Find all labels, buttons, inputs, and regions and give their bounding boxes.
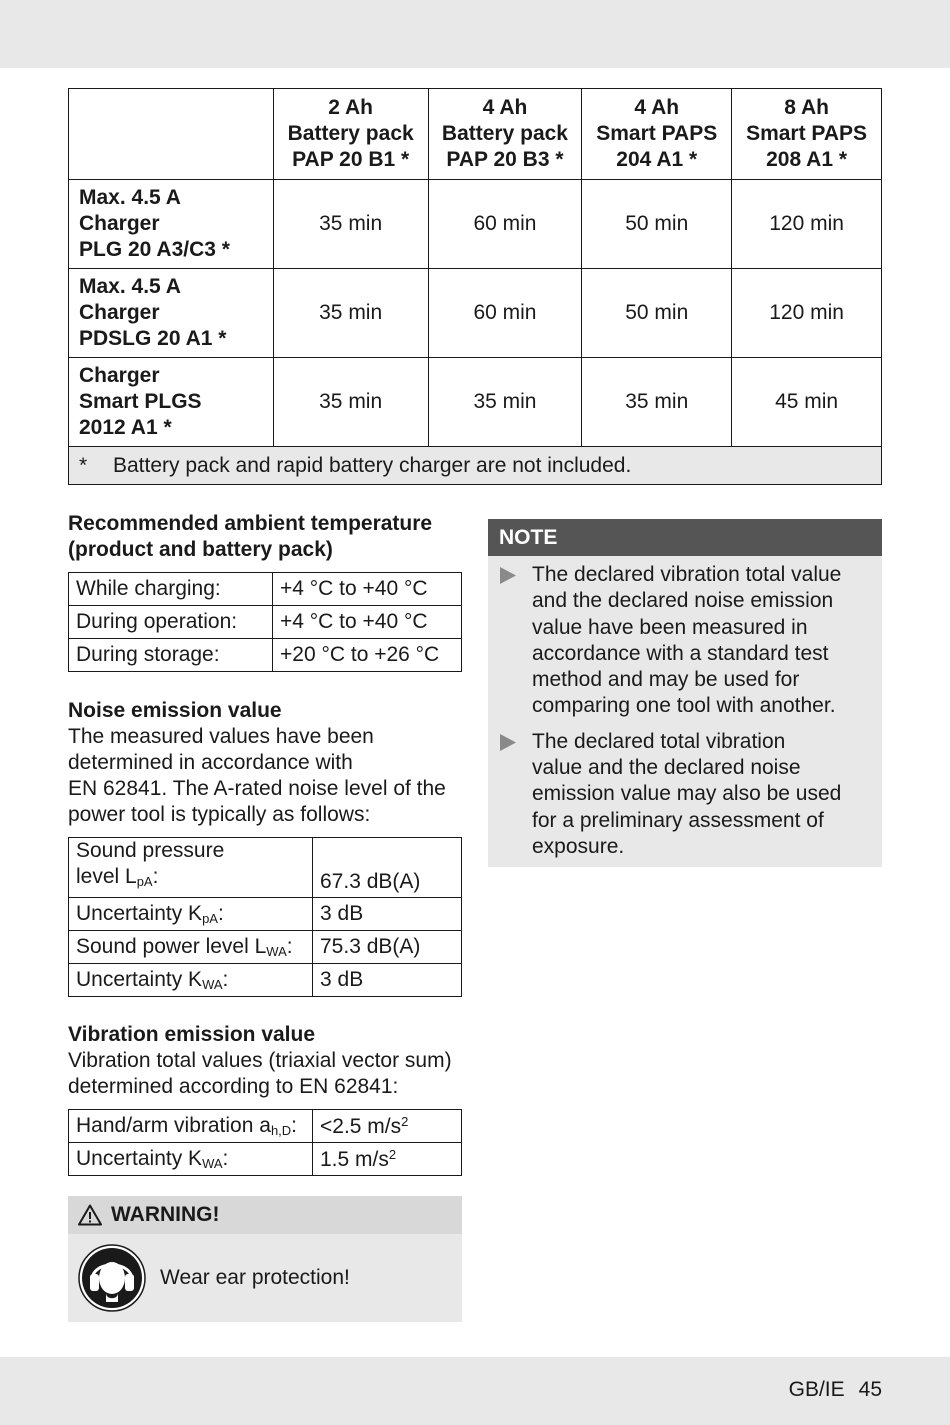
noise-heading: Noise emission value [68, 699, 282, 722]
ear-protection-icon [78, 1244, 146, 1312]
bullet-arrow-icon [500, 562, 532, 720]
row-header: Max. 4.5 A Charger PDSLG 20 A1 * [69, 269, 274, 358]
table-row [69, 573, 462, 606]
temperature-table [68, 572, 462, 672]
table-cell: 45 min [732, 358, 882, 447]
table-cell: 3 dB [313, 898, 462, 931]
page-footer [789, 1378, 882, 1402]
vibration-heading: Vibration emission value [68, 1023, 316, 1046]
note-box [488, 519, 882, 867]
temperature-section [68, 511, 462, 672]
table-cell: 35 min [273, 269, 428, 358]
footnote-text: Battery pack and rapid battery charger are not included. [113, 453, 632, 477]
table-cell: 60 min [428, 269, 582, 358]
table-corner-cell [69, 89, 274, 180]
table-cell: 1.5 $m/s^2$ [313, 1143, 462, 1176]
charging-time-table [68, 88, 882, 485]
table-cell: Sound power level $L_{WA}$: [69, 931, 313, 964]
table-row [69, 1143, 462, 1176]
table-cell: 35 min [273, 358, 428, 447]
table-header-row [69, 89, 882, 180]
table-row [69, 269, 882, 358]
column-header: 4 Ah Battery pack PAP 20 B3 * [428, 89, 582, 180]
table-row [69, 639, 462, 672]
table-cell: 35 min [428, 358, 582, 447]
noise-description: The measured values have been determined in accordance with EN 62841. The A-rated noise level of the power tool is typically as follows: [68, 725, 446, 826]
vibration-description: Vibration total values (triaxial vector sum) determined according to EN 62841: [68, 1049, 452, 1098]
table-footnote-row [69, 447, 882, 485]
note-item-text: The declared vibration total value and the declared noise emission value have been measured in accordance with a standard test method and may be used for comparing one tool with another. [532, 563, 842, 718]
column-header: 2 Ah Battery pack PAP 20 B1 * [273, 89, 428, 180]
table-footnote [69, 447, 882, 485]
table-row [69, 606, 462, 639]
table-row [69, 1110, 462, 1143]
note-item [488, 729, 882, 860]
table-cell: <2.5 $m/s^2$ [313, 1110, 462, 1143]
table-cell: 3 dB [313, 964, 462, 997]
vibration-table [68, 1109, 462, 1176]
temperature-heading: Recommended ambient temperature (product and battery pack) [68, 512, 433, 561]
row-header: Max. 4.5 A Charger PLG 20 A3/C3 * [69, 180, 274, 269]
table-cell: 120 min [732, 180, 882, 269]
bullet-arrow-icon [500, 729, 532, 860]
table-row [69, 931, 462, 964]
page-number: 45 [858, 1378, 882, 1401]
table-cell: While charging: [69, 573, 273, 606]
table-cell: +20 °C to +26 °C [273, 639, 462, 672]
noise-table [68, 837, 462, 997]
table-cell: During operation: [69, 606, 273, 639]
table-cell: During storage: [69, 639, 273, 672]
table-row [69, 964, 462, 997]
warning-triangle-icon [78, 1204, 102, 1226]
table-cell: 35 min [273, 180, 428, 269]
warning-text: Wear ear protection! [160, 1266, 350, 1289]
note-header: NOTE [488, 519, 882, 556]
note-item-text: The declared total vibration value and the declared noise emission value may also be used for a preliminary assessment of exposure. [532, 729, 842, 858]
table-row [69, 898, 462, 931]
row-header: Charger Smart PLGS 2012 A1 * [69, 358, 274, 447]
vibration-section [68, 1022, 462, 1176]
warning-header [68, 1196, 462, 1234]
top-band [0, 0, 950, 68]
warning-title: WARNING! [111, 1203, 220, 1226]
table-cell: Sound pressure level $L_{pA}$: [69, 838, 313, 898]
warning-body [68, 1234, 462, 1322]
table-cell: +4 °C to +40 °C [273, 606, 462, 639]
table-cell: Hand/arm vibration $a_{h,D}$: [69, 1110, 313, 1143]
footnote-mark: * [79, 453, 88, 477]
table-cell: Uncertainty $K_{WA}$: [69, 1143, 313, 1176]
table-cell: Uncertainty $K_{pA}$: [69, 898, 313, 931]
table-cell: 50 min [582, 269, 732, 358]
column-header: 4 Ah Smart PAPS 204 A1 * [582, 89, 732, 180]
table-cell: 75.3 dB(A) [313, 931, 462, 964]
table-row [69, 358, 882, 447]
table-cell: 35 min [582, 358, 732, 447]
region-label: GB/IE [788, 1378, 845, 1401]
table-row [69, 838, 462, 898]
note-item [488, 562, 882, 720]
table-cell: 67.3 dB(A) [313, 838, 462, 898]
table-row [69, 180, 882, 269]
table-cell: +4 °C to +40 °C [273, 573, 462, 606]
table-cell: 60 min [428, 180, 582, 269]
table-cell: 120 min [732, 269, 882, 358]
noise-section [68, 698, 462, 997]
table-cell: Uncertainty $K_{WA}$: [69, 964, 313, 997]
warning-box [68, 1196, 462, 1322]
column-header: 8 Ah Smart PAPS 208 A1 * [732, 89, 882, 180]
table-cell: 50 min [582, 180, 732, 269]
